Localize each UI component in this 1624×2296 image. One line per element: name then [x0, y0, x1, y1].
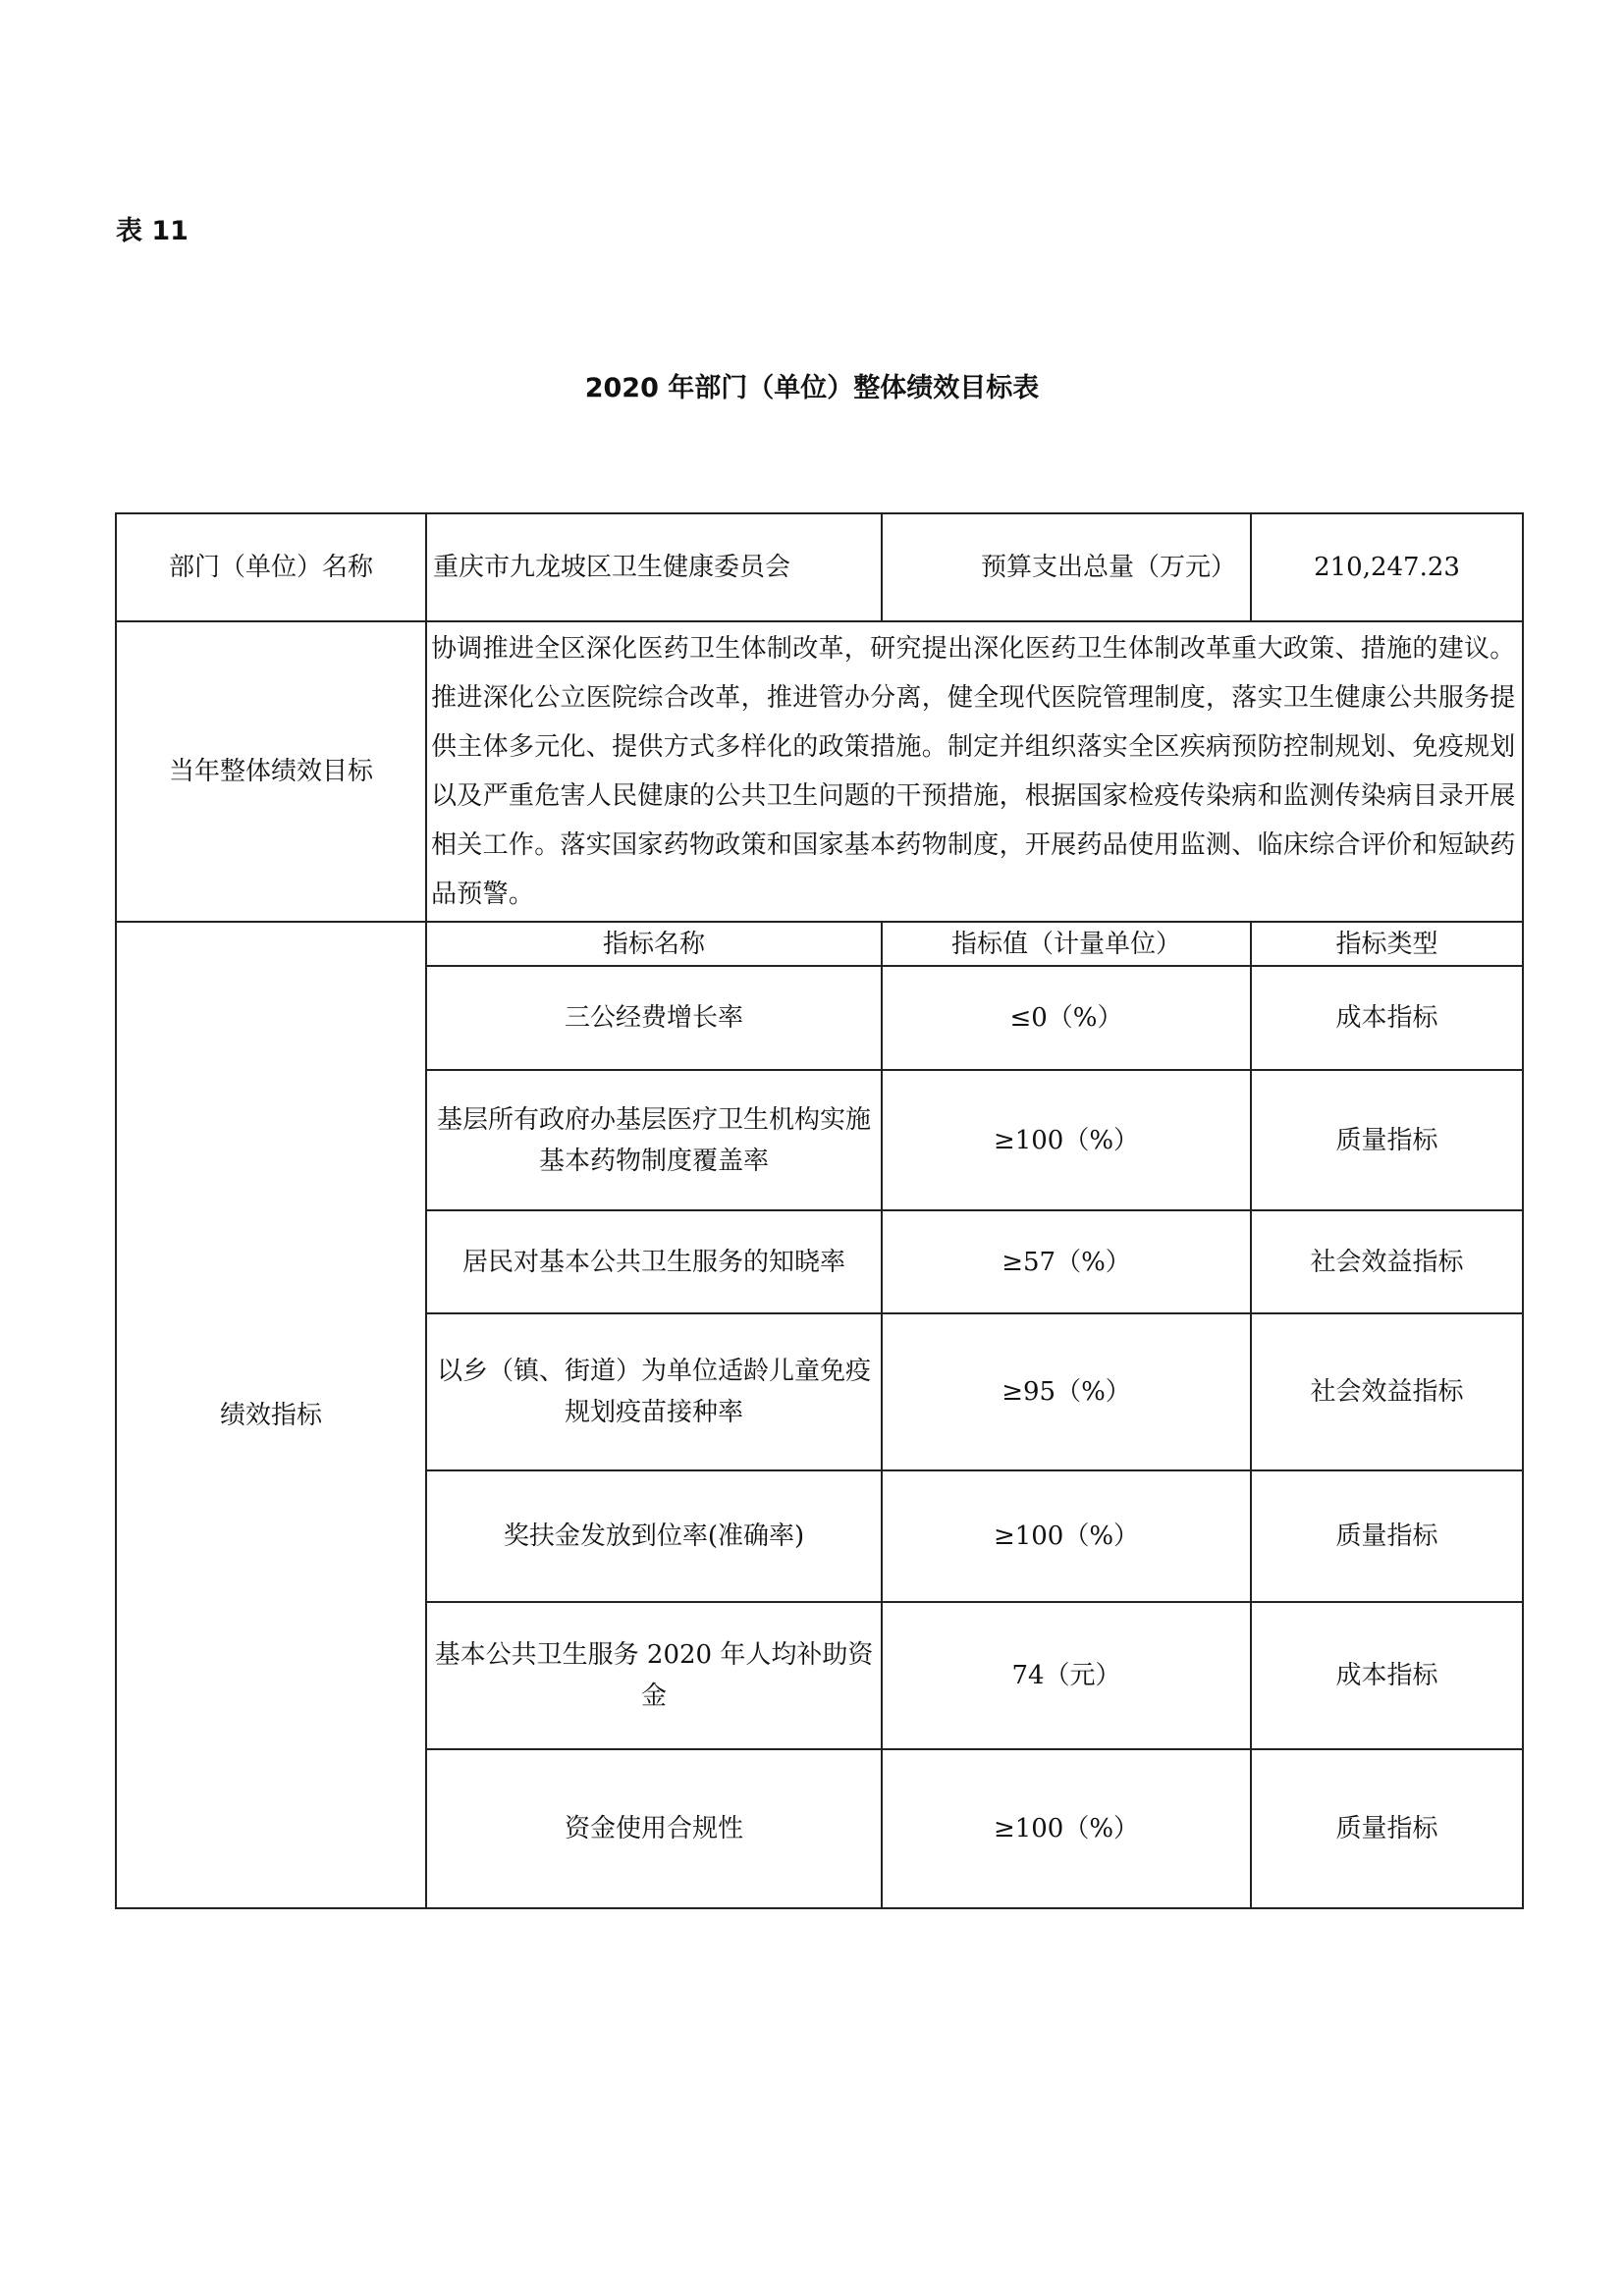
indicator-type: 质量指标 [1251, 1070, 1523, 1210]
budget-value: 210,247.23 [1251, 513, 1523, 621]
indicator-name: 基本公共卫生服务 2020 年人均补助资金 [426, 1602, 882, 1749]
indicator-type: 社会效益指标 [1251, 1313, 1523, 1470]
indicator-value: ≥100（%） [882, 1070, 1251, 1210]
column-header-value: 指标值（计量单位） [882, 922, 1251, 966]
goal-row [116, 621, 1523, 922]
indicator-value: ≥95（%） [882, 1313, 1251, 1470]
budget-label: 预算支出总量（万元） [882, 513, 1251, 621]
indicator-type: 成本指标 [1251, 966, 1523, 1070]
indicator-name: 三公经费增长率 [426, 966, 882, 1070]
indicator-value: ≥100（%） [882, 1470, 1251, 1602]
column-header-name: 指标名称 [426, 922, 882, 966]
indicator-type: 成本指标 [1251, 1602, 1523, 1749]
goal-label: 当年整体绩效目标 [116, 621, 426, 922]
indicator-type: 质量指标 [1251, 1470, 1523, 1602]
indicator-value: ≥57（%） [882, 1210, 1251, 1313]
indicator-value: ≥100（%） [882, 1749, 1251, 1908]
indicator-name: 以乡（镇、街道）为单位适龄儿童免疫规划疫苗接种率 [426, 1313, 882, 1470]
goal-text: 协调推进全区深化医药卫生体制改革，研究提出深化医药卫生体制改革重大政策、措施的建议。推进深化公立医院综合改革，推进管办分离，健全现代医院管理制度，落实卫生健康公共服务提供主体多元化、提供方式多样化的政策措施。制定并组织落实全区疾病预防控制规划、免疫规划以及严重危害人民健康的公共卫生问题的干预措施，根据国家检疫传染病和监测传染病目录开展相关工作。落实国家药物政策和国家基本药物制度，开展药品使用监测、临床综合评价和短缺药品预警。 [426, 621, 1523, 922]
indicator-type: 社会效益指标 [1251, 1210, 1523, 1313]
indicator-header-row [116, 922, 1523, 966]
indicator-value: ≤0（%） [882, 966, 1251, 1070]
indicator-name: 居民对基本公共卫生服务的知晓率 [426, 1210, 882, 1313]
indicator-name: 资金使用合规性 [426, 1749, 882, 1908]
table-number: 表 11 [116, 216, 189, 246]
dept-label: 部门（单位）名称 [116, 513, 426, 621]
indicator-type: 质量指标 [1251, 1749, 1523, 1908]
dept-name: 重庆市九龙坡区卫生健康委员会 [426, 513, 882, 621]
page-title: 2020 年部门（单位）整体绩效目标表 [584, 373, 1040, 403]
indicator-value: 74（元） [882, 1602, 1251, 1749]
performance-goal-table [115, 512, 1524, 1909]
indicators-label: 绩效指标 [116, 922, 426, 1908]
indicator-name: 奖扶金发放到位率(准确率) [426, 1470, 882, 1602]
column-header-type: 指标类型 [1251, 922, 1523, 966]
indicator-name: 基层所有政府办基层医疗卫生机构实施基本药物制度覆盖率 [426, 1070, 882, 1210]
department-row [116, 513, 1523, 621]
